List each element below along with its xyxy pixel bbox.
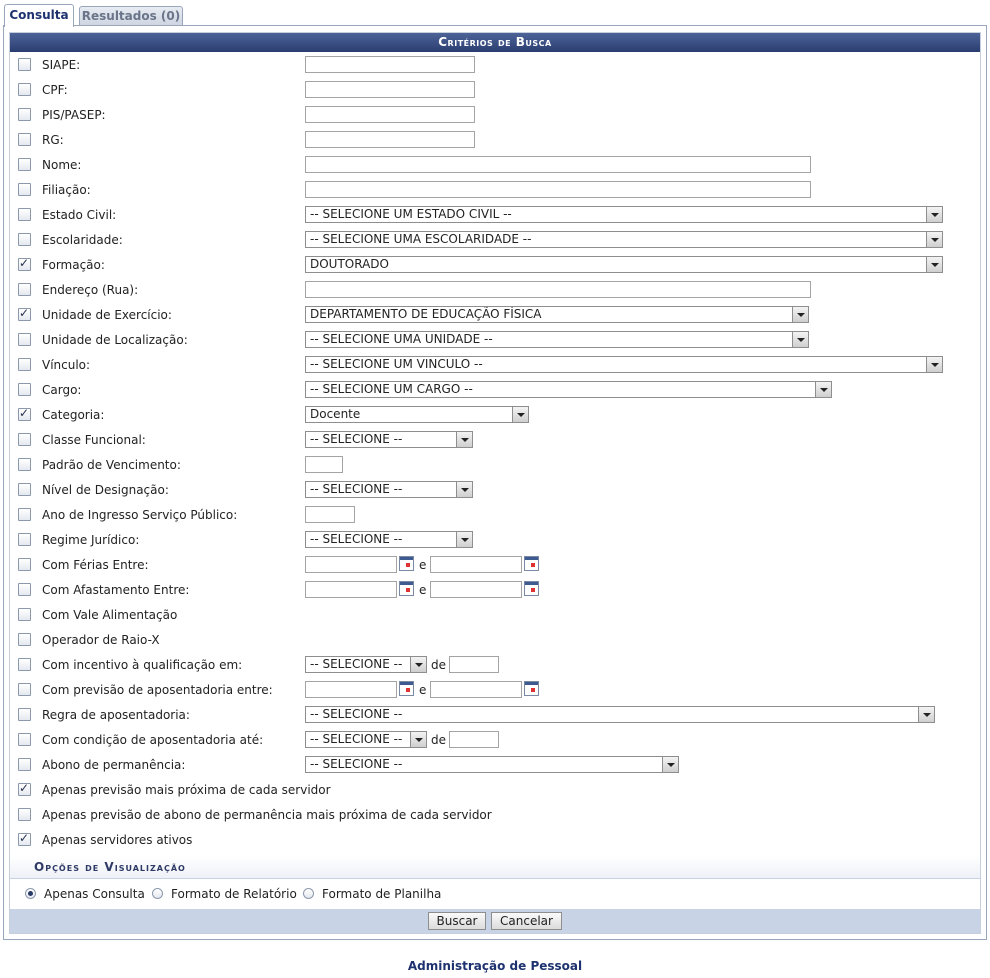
vinculo-checkbox[interactable]	[18, 358, 31, 371]
row-formacao	[10, 253, 980, 278]
calendar-icon[interactable]	[524, 556, 539, 571]
row-filiacao	[10, 178, 980, 203]
rg-input[interactable]	[305, 131, 475, 148]
row-siape	[10, 53, 980, 78]
formacao-select[interactable]	[305, 256, 943, 273]
row-incentivo-qualificacao	[10, 653, 980, 678]
row-nome	[10, 153, 980, 178]
nome-label: Nome:	[42, 158, 82, 172]
padrao-vencimento-checkbox[interactable]	[18, 458, 31, 471]
regra-aposentadoria-select[interactable]	[305, 706, 935, 723]
row-previsao-proxima	[10, 778, 980, 803]
unidade-localizacao-checkbox[interactable]	[18, 333, 31, 346]
radio-apenas-consulta[interactable]	[25, 888, 36, 899]
previsao-proxima-label: Apenas previsão mais próxima de cada servidor	[42, 783, 331, 797]
row-raio-x	[10, 628, 980, 653]
ferias-label: Com Férias Entre:	[42, 558, 149, 572]
raio-x-checkbox[interactable]	[18, 633, 31, 646]
classe-funcional-select[interactable]	[305, 431, 473, 448]
chevron-down-icon	[456, 432, 472, 447]
previsao-aposentadoria-checkbox[interactable]	[18, 683, 31, 696]
row-regime-juridico	[10, 528, 980, 553]
condicao-aposentadoria-value: -- SELECIONE --	[310, 732, 403, 746]
row-cpf	[10, 78, 980, 103]
formato-planilha-label: Formato de Planilha	[322, 887, 442, 901]
classe-funcional-label: Classe Funcional:	[42, 433, 146, 447]
condicao-aposentadoria-checkbox[interactable]	[18, 733, 31, 746]
row-ferias	[10, 553, 980, 578]
incentivo-qualificacao-checkbox[interactable]	[18, 658, 31, 671]
cpf-input[interactable]	[305, 81, 475, 98]
condicao-separator: de	[431, 733, 446, 747]
ferias-start-input[interactable]	[305, 556, 397, 573]
chevron-down-icon	[662, 757, 678, 772]
escolaridade-checkbox[interactable]	[18, 233, 31, 246]
escolaridade-value: -- SELECIONE UMA ESCOLARIDADE --	[310, 232, 532, 246]
row-servidores-ativos	[10, 828, 980, 853]
abono-permanencia-value: -- SELECIONE --	[310, 757, 403, 771]
previsao-aposentadoria-label: Com previsão de aposentadoria entre:	[42, 683, 273, 697]
chevron-down-icon	[456, 482, 472, 497]
chevron-down-icon	[410, 732, 426, 747]
escolaridade-select[interactable]	[305, 231, 943, 248]
endereco-checkbox[interactable]	[18, 283, 31, 296]
previsao-start-input[interactable]	[305, 681, 397, 698]
nivel-designacao-select[interactable]	[305, 481, 473, 498]
servidores-ativos-label: Apenas servidores ativos	[42, 833, 193, 847]
row-estado-civil	[10, 203, 980, 228]
vinculo-value: -- SELECIONE UM VINCULO --	[310, 357, 483, 371]
siape-input[interactable]	[305, 56, 475, 73]
calendar-icon[interactable]	[524, 681, 539, 696]
options-title: Opções de Visualização	[34, 860, 186, 874]
padrao-vencimento-input[interactable]	[305, 456, 343, 473]
unidade-exercicio-label: Unidade de Exercício:	[42, 308, 172, 322]
row-unidade-exercicio	[10, 303, 980, 328]
abono-permanencia-label: Abono de permanência:	[42, 758, 186, 772]
row-abono-proximo	[10, 803, 980, 828]
classe-funcional-checkbox[interactable]	[18, 433, 31, 446]
search-form	[9, 32, 981, 934]
tab-resultados[interactable]: Resultados (0)	[79, 6, 183, 25]
row-escolaridade	[10, 228, 980, 253]
afastamento-separator: e	[419, 583, 427, 597]
nome-input[interactable]	[305, 156, 811, 173]
cargo-label: Cargo:	[42, 383, 82, 397]
ano-ingresso-checkbox[interactable]	[18, 508, 31, 521]
estado-civil-label: Estado Civil:	[42, 208, 117, 222]
cargo-value: -- SELECIONE UM CARGO --	[310, 382, 473, 396]
vinculo-label: Vínculo:	[42, 358, 91, 372]
row-abono-permanencia	[10, 753, 980, 778]
filiacao-input[interactable]	[305, 181, 811, 198]
incentivo-qualificacao-value: -- SELECIONE --	[310, 657, 403, 671]
cpf-checkbox[interactable]	[18, 83, 31, 96]
radio-formato-planilha[interactable]	[303, 888, 314, 899]
estado-civil-checkbox[interactable]	[18, 208, 31, 221]
siape-label: SIAPE:	[42, 58, 81, 72]
abono-permanencia-select[interactable]	[305, 756, 679, 773]
row-condicao-aposentadoria	[10, 728, 980, 753]
vale-alimentacao-label: Com Vale Alimentação	[42, 608, 178, 622]
escolaridade-label: Escolaridade:	[42, 233, 123, 247]
nivel-designacao-value: -- SELECIONE --	[310, 482, 403, 496]
row-regra-aposentadoria	[10, 703, 980, 728]
row-nivel-designacao	[10, 478, 980, 503]
classe-funcional-value: -- SELECIONE --	[310, 432, 403, 446]
cancel-button[interactable]: Cancelar	[491, 912, 562, 930]
padrao-vencimento-label: Padrão de Vencimento:	[42, 458, 181, 472]
rg-label: RG:	[42, 133, 64, 147]
nivel-designacao-label: Nível de Designação:	[42, 483, 169, 497]
unidade-exercicio-checkbox[interactable]	[18, 308, 31, 321]
unidade-exercicio-select[interactable]	[305, 306, 809, 323]
incentivo-separator: de	[431, 658, 446, 672]
pis-checkbox[interactable]	[18, 108, 31, 121]
chevron-down-icon	[456, 532, 472, 547]
vale-alimentacao-checkbox[interactable]	[18, 608, 31, 621]
chevron-down-icon	[926, 232, 942, 247]
chevron-down-icon	[792, 307, 808, 322]
siape-checkbox[interactable]	[18, 58, 31, 71]
search-button[interactable]: Buscar	[428, 912, 486, 930]
row-cargo	[10, 378, 980, 403]
condicao-aposentadoria-select[interactable]	[305, 731, 427, 748]
regra-aposentadoria-value: -- SELECIONE --	[310, 707, 403, 721]
ano-ingresso-input[interactable]	[305, 506, 355, 523]
incentivo-percent-input[interactable]	[449, 656, 499, 673]
vinculo-select[interactable]	[305, 356, 943, 373]
ferias-checkbox[interactable]	[18, 558, 31, 571]
endereco-input[interactable]	[305, 281, 811, 298]
cargo-checkbox[interactable]	[18, 383, 31, 396]
calendar-icon[interactable]	[399, 581, 414, 596]
servidores-ativos-checkbox[interactable]	[18, 833, 31, 846]
abono-proximo-label: Apenas previsão de abono de permanência mais próxima de cada servidor	[42, 808, 492, 822]
radio-formato-relatorio[interactable]	[152, 888, 163, 899]
tab-consulta[interactable]: Consulta	[4, 4, 74, 27]
regime-juridico-checkbox[interactable]	[18, 533, 31, 546]
row-view-options	[10, 884, 980, 909]
ferias-separator: e	[419, 558, 427, 572]
row-classe-funcional	[10, 428, 980, 453]
chevron-down-icon	[512, 407, 528, 422]
cargo-select[interactable]	[305, 381, 832, 398]
row-vinculo	[10, 353, 980, 378]
previsao-separator: e	[419, 683, 427, 697]
calendar-icon[interactable]	[399, 556, 414, 571]
calendar-icon[interactable]	[399, 681, 414, 696]
condicao-date-input[interactable]	[449, 731, 499, 748]
abono-permanencia-checkbox[interactable]	[18, 758, 31, 771]
condicao-aposentadoria-label: Com condição de aposentadoria até:	[42, 733, 264, 747]
unidade-localizacao-select[interactable]	[305, 331, 809, 348]
cpf-label: CPF:	[42, 83, 68, 97]
row-vale-alimentacao	[10, 603, 980, 628]
previsao-end-input[interactable]	[430, 681, 522, 698]
filiacao-checkbox[interactable]	[18, 183, 31, 196]
formacao-checkbox[interactable]	[18, 258, 31, 271]
ferias-end-input[interactable]	[430, 556, 522, 573]
abono-proximo-checkbox[interactable]	[18, 808, 31, 821]
afastamento-end-input[interactable]	[430, 581, 522, 598]
pis-input[interactable]	[305, 106, 475, 123]
calendar-icon[interactable]	[524, 581, 539, 596]
row-endereco	[10, 278, 980, 303]
regime-juridico-label: Regime Jurídico:	[42, 533, 140, 547]
nome-checkbox[interactable]	[18, 158, 31, 171]
formacao-label: Formação:	[42, 258, 105, 272]
previsao-proxima-checkbox[interactable]	[18, 783, 31, 796]
chevron-down-icon	[926, 257, 942, 272]
endereco-label: Endereço (Rua):	[42, 283, 139, 297]
chevron-down-icon	[926, 207, 942, 222]
rg-checkbox[interactable]	[18, 133, 31, 146]
apenas-consulta-label: Apenas Consulta	[44, 887, 145, 901]
incentivo-qualificacao-select[interactable]	[305, 656, 427, 673]
unidade-localizacao-label: Unidade de Localização:	[42, 333, 188, 347]
regime-juridico-value: -- SELECIONE --	[310, 532, 403, 546]
afastamento-label: Com Afastamento Entre:	[42, 583, 190, 597]
formacao-value: DOUTORADO	[310, 257, 389, 271]
categoria-value: Docente	[310, 407, 361, 421]
options-header	[10, 856, 980, 879]
row-unidade-localizacao	[10, 328, 980, 353]
row-afastamento	[10, 578, 980, 603]
footer-link[interactable]: Administração de Pessoal	[407, 959, 583, 973]
row-rg	[10, 128, 980, 153]
estado-civil-select[interactable]	[305, 206, 943, 223]
row-pis	[10, 103, 980, 128]
regra-aposentadoria-checkbox[interactable]	[18, 708, 31, 721]
filiacao-label: Filiação:	[42, 183, 91, 197]
formato-relatorio-label: Formato de Relatório	[171, 887, 297, 901]
incentivo-qualificacao-label: Com incentivo à qualificação em:	[42, 658, 243, 672]
row-categoria	[10, 403, 980, 428]
afastamento-start-input[interactable]	[305, 581, 397, 598]
unidade-localizacao-value: -- SELECIONE UMA UNIDADE --	[310, 332, 493, 346]
row-ano-ingresso	[10, 503, 980, 528]
chevron-down-icon	[926, 357, 942, 372]
nivel-designacao-checkbox[interactable]	[18, 483, 31, 496]
estado-civil-value: -- SELECIONE UM ESTADO CIVIL --	[310, 207, 512, 221]
ano-ingresso-label: Ano de Ingresso Serviço Público:	[42, 508, 238, 522]
row-padrao-vencimento	[10, 453, 980, 478]
chevron-down-icon	[815, 382, 831, 397]
row-previsao-aposentadoria	[10, 678, 980, 703]
unidade-exercicio-value: DEPARTAMENTO DE EDUCAÇÃO FÍSICA	[310, 307, 542, 321]
chevron-down-icon	[410, 657, 426, 672]
action-bar	[10, 909, 980, 933]
categoria-label: Categoria:	[42, 408, 105, 422]
form-caption: Critérios de Busca	[10, 33, 980, 52]
regra-aposentadoria-label: Regra de aposentadoria:	[42, 708, 190, 722]
categoria-checkbox[interactable]	[18, 408, 31, 421]
chevron-down-icon	[792, 332, 808, 347]
categoria-select[interactable]	[305, 406, 529, 423]
raio-x-label: Operador de Raio-X	[42, 633, 160, 647]
chevron-down-icon	[918, 707, 934, 722]
pis-label: PIS/PASEP:	[42, 108, 106, 122]
regime-juridico-select[interactable]	[305, 531, 473, 548]
afastamento-checkbox[interactable]	[18, 583, 31, 596]
